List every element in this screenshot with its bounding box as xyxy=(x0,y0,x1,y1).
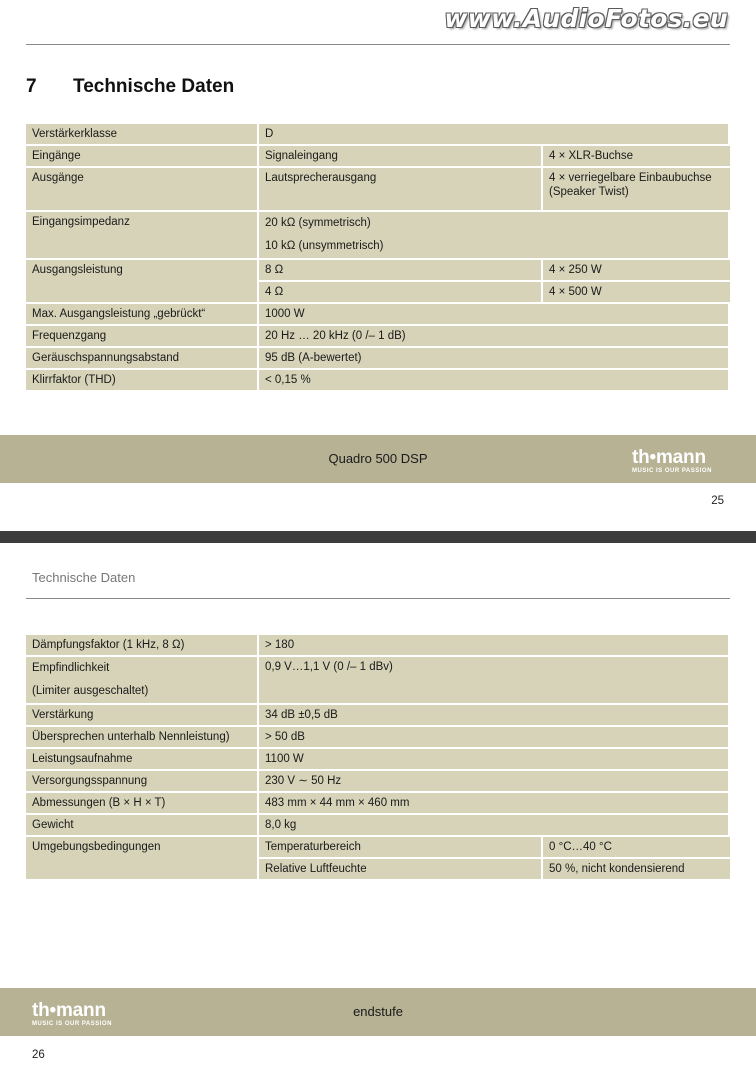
spec-label: Übersprechen unterhalb Nennleistung) xyxy=(26,727,259,747)
spec-value: 34 dB ±0,5 dB xyxy=(259,705,730,725)
spec-value-line: 20 kΩ (symmetrisch) xyxy=(265,217,371,229)
table-row xyxy=(26,326,730,346)
thomann-logo xyxy=(32,1001,112,1028)
table-row xyxy=(26,304,730,324)
spec-label: Empfindlichkeit (Limiter ausgeschaltet) xyxy=(26,657,259,703)
spec-label: Ausgänge xyxy=(26,168,259,210)
spec-value: Lautsprecherausgang xyxy=(259,168,543,210)
page-number: 26 xyxy=(32,1049,45,1061)
header-rule xyxy=(26,44,730,45)
spec-label: Versorgungsspannung xyxy=(26,771,259,791)
spec-value: 8,0 kg xyxy=(259,815,730,835)
spec-label: Eingänge xyxy=(26,146,259,166)
spec-label: Max. Ausgangsleistung „gebrückt“ xyxy=(26,304,259,324)
spec-detail xyxy=(543,168,730,210)
table-row xyxy=(26,837,730,857)
spec-table-2 xyxy=(26,633,730,881)
spec-label: Umgebungsbedingungen xyxy=(26,837,259,879)
spec-value: > 50 dB xyxy=(259,727,730,747)
spec-value: 483 mm × 44 mm × 460 mm xyxy=(259,793,730,813)
table-row xyxy=(26,124,730,144)
thomann-logo xyxy=(632,448,712,475)
spec-label: Abmessungen (B × H × T) xyxy=(26,793,259,813)
spec-label: Dämpfungsfaktor (1 kHz, 8 Ω) xyxy=(26,635,259,655)
spec-value: 95 dB (A-bewertet) xyxy=(259,348,730,368)
table-row xyxy=(26,212,730,258)
logo-tagline: MUSIC IS OUR PASSION xyxy=(632,468,712,474)
spec-value: 8 Ω xyxy=(259,260,543,280)
table-row xyxy=(26,370,730,390)
spec-detail: 4 × 250 W xyxy=(543,260,730,280)
spec-value: D xyxy=(259,124,730,144)
spec-value: 4 Ω xyxy=(259,282,543,302)
table-row xyxy=(26,749,730,769)
footer-model-name: Quadro 500 DSP xyxy=(328,451,428,466)
spec-label: Ausgangsleistung xyxy=(26,260,259,302)
page-separator xyxy=(0,531,756,543)
spec-label: Klirrfaktor (THD) xyxy=(26,370,259,390)
logo-tagline: MUSIC IS OUR PASSION xyxy=(32,1021,112,1027)
spec-table-1 xyxy=(26,122,730,392)
spec-value: 1000 W xyxy=(259,304,730,324)
spec-label: Verstärkerklasse xyxy=(26,124,259,144)
table-row xyxy=(26,146,730,166)
spec-label: Geräuschspannungsabstand xyxy=(26,348,259,368)
spec-label: Frequenzgang xyxy=(26,326,259,346)
table-row xyxy=(26,260,730,280)
table-row xyxy=(26,705,730,725)
spec-label: Leistungsaufnahme xyxy=(26,749,259,769)
spec-value: 1100 W xyxy=(259,749,730,769)
spec-detail-line: (Speaker Twist) xyxy=(549,186,629,198)
logo-wordmark: th•mann xyxy=(32,1000,106,1021)
spec-label: Verstärkung xyxy=(26,705,259,725)
spec-value: 230 V ∼ 50 Hz xyxy=(259,771,730,791)
spec-value: Signaleingang xyxy=(259,146,543,166)
page-number: 25 xyxy=(711,495,724,507)
table-row xyxy=(26,727,730,747)
spec-detail: 50 %, nicht kondensierend xyxy=(543,859,730,879)
spec-detail: 0 °C…40 °C xyxy=(543,837,730,857)
spec-value: < 0,15 % xyxy=(259,370,730,390)
logo-wordmark: th•mann xyxy=(632,447,706,468)
table-row xyxy=(26,815,730,835)
table-row xyxy=(26,771,730,791)
table-row xyxy=(26,635,730,655)
spec-detail-line: 4 × verriegelbare Einbaubuchse xyxy=(549,172,712,184)
spec-value: > 180 xyxy=(259,635,730,655)
spec-value: 0,9 V…1,1 V (0 /– 1 dBv) xyxy=(259,657,730,703)
watermark-text: www.AudioFotos.eu xyxy=(444,4,728,33)
table-row xyxy=(26,657,730,703)
footer-model-name: endstufe xyxy=(353,1004,403,1019)
spec-value-line: 10 kΩ (unsymmetrisch) xyxy=(265,240,384,252)
spec-value xyxy=(259,212,730,258)
spec-value: Temperaturbereich xyxy=(259,837,543,857)
page-footer-band xyxy=(0,435,756,483)
section-title: Technische Daten xyxy=(73,76,235,97)
table-row xyxy=(26,168,730,210)
section-heading xyxy=(26,76,234,98)
running-head: Technische Daten xyxy=(32,570,136,585)
header-rule xyxy=(26,598,730,599)
spec-detail: 4 × XLR-Buchse xyxy=(543,146,730,166)
spec-value: 20 Hz … 20 kHz (0 /– 1 dB) xyxy=(259,326,730,346)
table-row xyxy=(26,793,730,813)
page-footer-band xyxy=(0,988,756,1036)
spec-detail: 4 × 500 W xyxy=(543,282,730,302)
section-number: 7 xyxy=(26,76,37,97)
table-row xyxy=(26,348,730,368)
spec-value: Relative Luftfeuchte xyxy=(259,859,543,879)
spec-label: Eingangsimpedanz xyxy=(26,212,259,258)
spec-label: Gewicht xyxy=(26,815,259,835)
